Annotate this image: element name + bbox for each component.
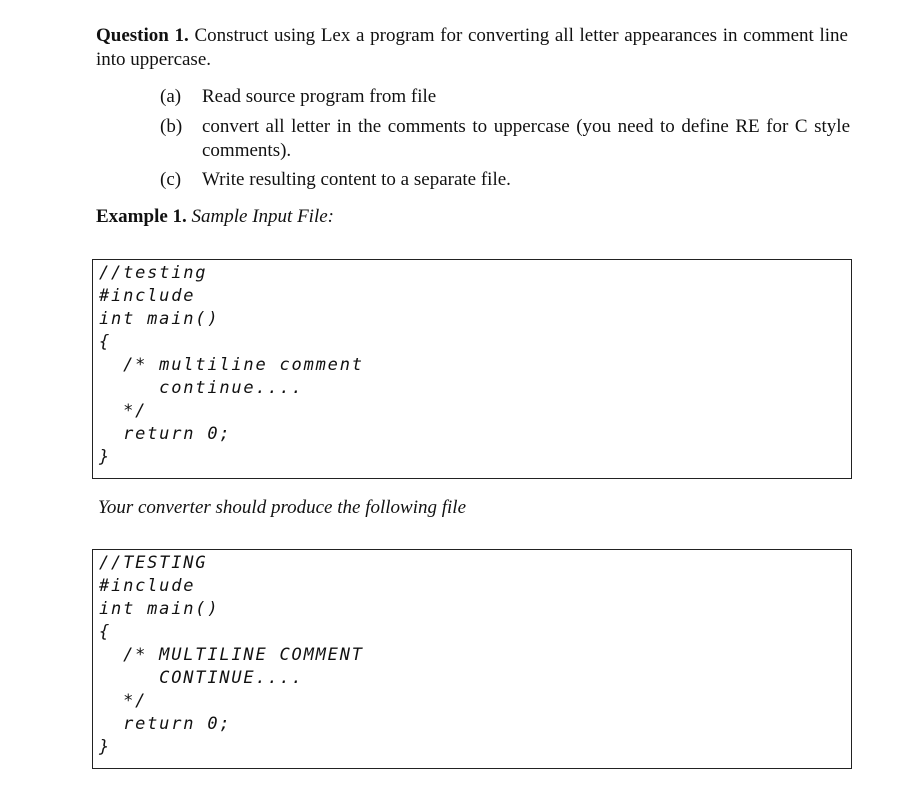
- example-heading: [96, 205, 334, 229]
- input-code-box: [92, 259, 852, 479]
- task-item-b: [160, 115, 850, 163]
- task-item-marker: (c): [160, 169, 182, 190]
- task-item-text: Read source program from file: [202, 86, 437, 107]
- output-code-listing: //TESTING #include int main() { /* MULTILINE COMMENT CONTINUE.... */ return 0; }: [99, 553, 364, 757]
- question-paragraph: [96, 24, 848, 72]
- question-text: Construct using Lex a program for converting all letter appearances in comment line into uppercase.: [96, 25, 848, 70]
- task-item-a: [160, 85, 850, 109]
- example-caption: Sample Input File:: [191, 206, 334, 227]
- task-item-marker: (b): [160, 116, 183, 137]
- example-label: Example 1.: [96, 206, 187, 227]
- task-item-c: [160, 168, 850, 192]
- cut-off-text-fragment: [470, 0, 590, 2]
- question-label: Question 1.: [96, 25, 189, 46]
- output-code-box: [92, 549, 852, 769]
- task-item-text: convert all letter in the comments to uppercase (you need to define RE for C style comments).: [202, 116, 850, 161]
- input-code-listing: //testing #include int main() { /* multiline comment continue.... */ return 0; }: [99, 263, 364, 467]
- task-item-text: Write resulting content to a separate file.: [202, 169, 511, 190]
- task-item-marker: (a): [160, 86, 182, 107]
- converter-output-caption: Your converter should produce the following file: [98, 497, 467, 518]
